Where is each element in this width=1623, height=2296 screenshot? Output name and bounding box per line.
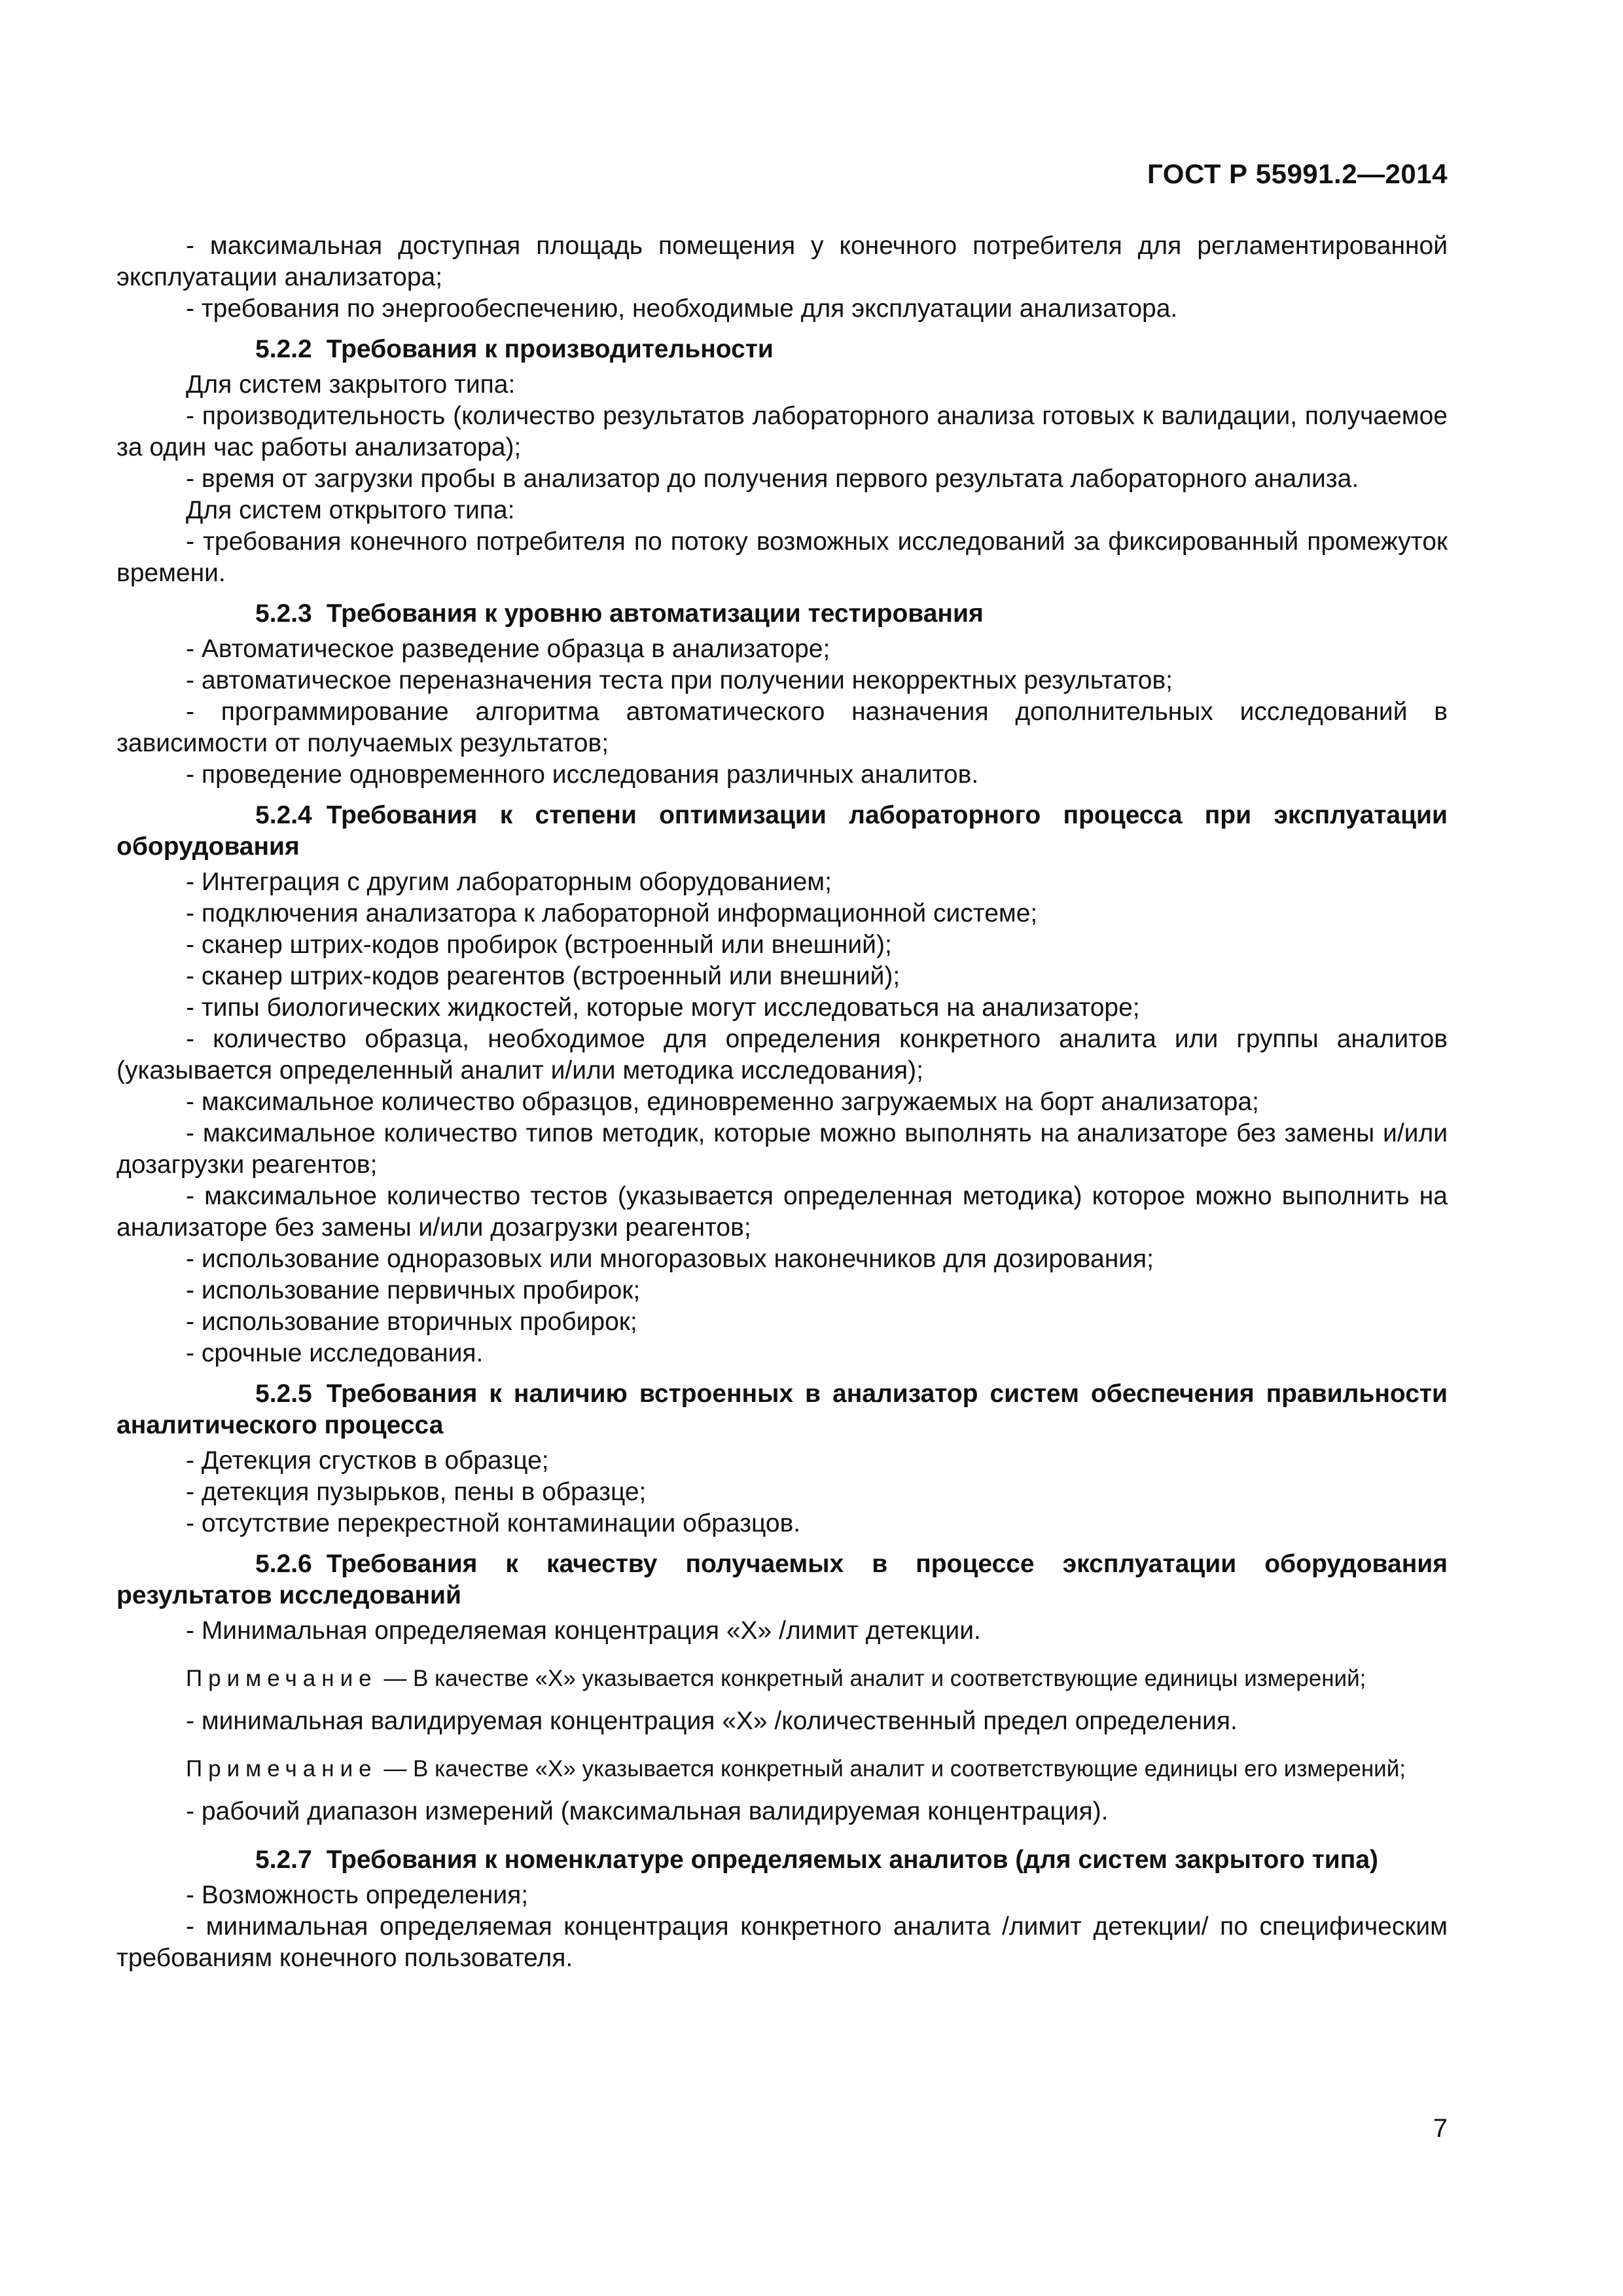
section-heading-5-2-5 (116, 1378, 1448, 1441)
document-body (116, 230, 1448, 1974)
list-item: - минимальная валидируемая концентрация «X» /количественный предел определения. (186, 1707, 1238, 1735)
section-title: Требования к качеству получаемых в процессе эксплуатации оборудования результатов исследований (116, 1550, 1448, 1609)
section-heading-5-2-6 (116, 1549, 1448, 1611)
list-item: - использование одноразовых или многоразовых наконечников для дозирования; (186, 1245, 1154, 1273)
note-label: Примечание (186, 1756, 378, 1782)
list-item: - максимальное количество тестов (указывается определенная методика) которое можно выполнить на анализаторе без замены и/или дозагрузки реагентов; (116, 1182, 1448, 1242)
subheading-closed-systems: Для систем закрытого типа: (186, 370, 516, 399)
list-item: - Возможность определения; (186, 1881, 529, 1909)
list-item: - Интеграция с другим лабораторным оборудованием; (186, 868, 832, 896)
list-item: - минимальная определяемая концентрация конкретного аналита /лимит детекции/ по специфическим требованиям конечного пользователя. (116, 1912, 1448, 1972)
list-item: - Автоматическое разведение образца в анализаторе; (186, 635, 830, 663)
list-item: - производительность (количество результатов лабораторного анализа готовых к валидации, получаемое за один час работы анализатора); (116, 402, 1448, 461)
section-number: 5.2.3 (255, 600, 312, 628)
section-title: Требования к номенклатуре определяемых аналитов (для систем закрытого типа) (326, 1846, 1379, 1874)
list-item: - подключения анализатора к лабораторной информационной системе; (186, 899, 1038, 927)
list-item: - требования по энергообеспечению, необходимые для эксплуатации анализатора. (186, 295, 1178, 323)
note-text: — В качестве «X» указывается конкретный аналит и соответствующие единицы его измерений; (383, 1756, 1406, 1782)
section-heading-5-2-2 (116, 334, 1448, 365)
note (116, 1664, 1448, 1694)
section-heading-5-2-3 (116, 598, 1448, 630)
standard-header: ГОСТ Р 55991.2—2014 (1147, 158, 1448, 189)
list-item: - рабочий диапазон измерений (максимальная валидируемая концентрация). (186, 1797, 1109, 1825)
section-number: 5.2.2 (255, 335, 312, 363)
note-text: — В качестве «X» указывается конкретный аналит и соответствующие единицы измерений; (383, 1666, 1366, 1691)
list-item: - Минимальная определяемая концентрация «X» /лимит детекции. (186, 1617, 981, 1645)
section-number: 5.2.7 (255, 1846, 312, 1874)
section-heading-5-2-4 (116, 800, 1448, 863)
list-item: - использование вторичных пробирок; (186, 1308, 637, 1336)
list-item: - программирование алгоритма автоматического назначения дополнительных исследований в зависимости от получаемых результатов; (116, 698, 1448, 757)
subheading-open-systems: Для систем открытого типа: (186, 496, 515, 524)
section-number: 5.2.4 (255, 801, 312, 829)
list-item: - использование первичных пробирок; (186, 1276, 641, 1304)
page-number: 7 (1433, 2114, 1448, 2143)
list-item: - максимальное количество типов методик, которые можно выполнять на анализаторе без замены и/или дозагрузки реагентов; (116, 1119, 1448, 1179)
list-item: - проведение одновременного исследования различных аналитов. (186, 761, 979, 789)
list-item: - детекция пузырьков, пены в образце; (186, 1478, 647, 1506)
list-item: - типы биологических жидкостей, которые могут исследоваться на анализаторе; (186, 994, 1140, 1022)
section-number: 5.2.5 (255, 1380, 312, 1408)
list-item: - Детекция сгустков в образце; (186, 1446, 549, 1475)
section-title: Требования к уровню автоматизации тестирования (326, 600, 984, 628)
list-item: - количество образца, необходимое для определения конкретного аналита или группы аналитов (указывается определенный аналит и/или методика исследования); (116, 1025, 1448, 1085)
section-title: Требования к степени оптимизации лабораторного процесса при эксплуатации оборудования (116, 801, 1448, 861)
list-item: - отсутствие перекрестной контаминации образцов. (186, 1509, 801, 1537)
list-item: - требования конечного потребителя по потоку возможных исследований за фиксированный промежуток времени. (116, 528, 1448, 587)
list-item: - сканер штрих-кодов реагентов (встроенный или внешний); (186, 962, 901, 990)
note (116, 1754, 1448, 1784)
list-item: - срочные исследования. (186, 1339, 484, 1367)
section-title: Требования к производительности (326, 335, 774, 363)
section-title: Требования к наличию встроенных в анализатор систем обеспечения правильности аналитического процесса (116, 1380, 1448, 1439)
section-heading-5-2-7 (116, 1844, 1448, 1876)
list-item: - максимальная доступная площадь помещения у конечного потребителя для регламентированной эксплуатации анализатора; (116, 232, 1448, 291)
list-item: - сканер штрих-кодов пробирок (встроенный или внешний); (186, 931, 892, 959)
list-item: - автоматическое переназначения теста при получении некорректных результатов; (186, 666, 1173, 694)
note-label: Примечание (186, 1666, 378, 1691)
section-number: 5.2.6 (255, 1550, 312, 1578)
list-item: - время от загрузки пробы в анализатор до получения первого результата лабораторного анализа. (186, 465, 1359, 493)
list-item: - максимальное количество образцов, единовременно загружаемых на борт анализатора; (186, 1088, 1259, 1116)
